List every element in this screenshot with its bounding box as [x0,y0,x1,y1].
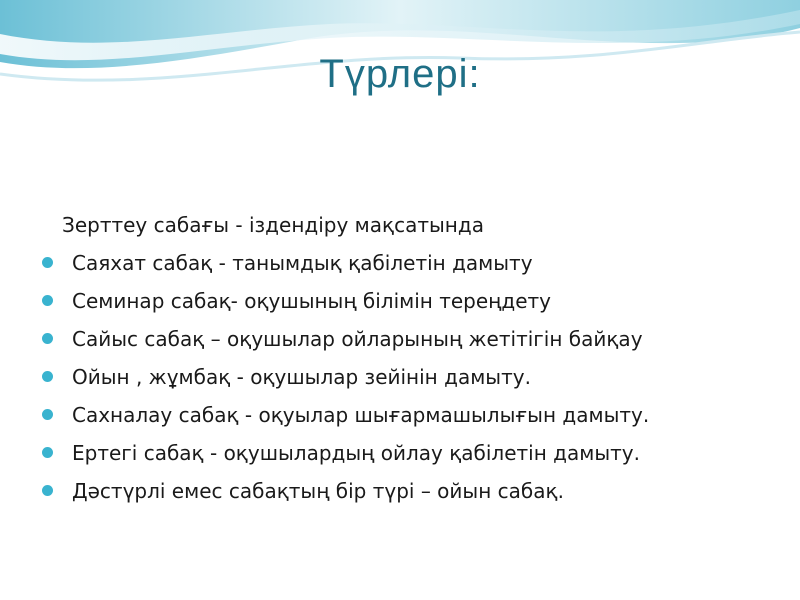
bullet-item [40,358,780,396]
bullet-dot-icon [42,447,53,458]
bullet-dot-icon [42,409,53,420]
bullet-item [40,434,780,472]
bullet-text: Ойын , жұмбақ - оқушылар зейінін дамыту. [72,365,531,389]
bullet-dot-icon [42,257,53,268]
intro-line: Зерттеу сабағы - іздендіру мақсатында [62,213,484,237]
bullet-item [40,472,780,510]
bullet-text: Сайыс сабақ – оқушылар ойларының жетітігін байқау [72,327,643,351]
bullet-dot-icon [42,371,53,382]
bullet-text: Ертегі сабақ - оқушылардың ойлау қабілетін дамыту. [72,441,640,465]
bullet-item [40,282,780,320]
bullet-item [40,396,780,434]
bullet-dot-icon [42,295,53,306]
bullet-text: Саяхат сабақ - танымдық қабілетін дамыту [72,251,533,275]
bullet-dot-icon [42,485,53,496]
bullet-text: Дәстүрлі емес сабақтың бір түрі – ойын сабақ. [72,479,564,503]
bullet-item [40,320,780,358]
slide-body [40,206,780,510]
bullet-item [40,244,780,282]
bullet-dot-icon [42,333,53,344]
bullet-text: Сахналау сабақ - оқуылар шығармашылығын дамыту. [72,403,650,427]
bullet-list [40,244,780,510]
slide-title: Түрлері: [319,52,481,96]
bullet-text: Семинар сабақ- оқушының білімін тереңдету [72,289,552,313]
